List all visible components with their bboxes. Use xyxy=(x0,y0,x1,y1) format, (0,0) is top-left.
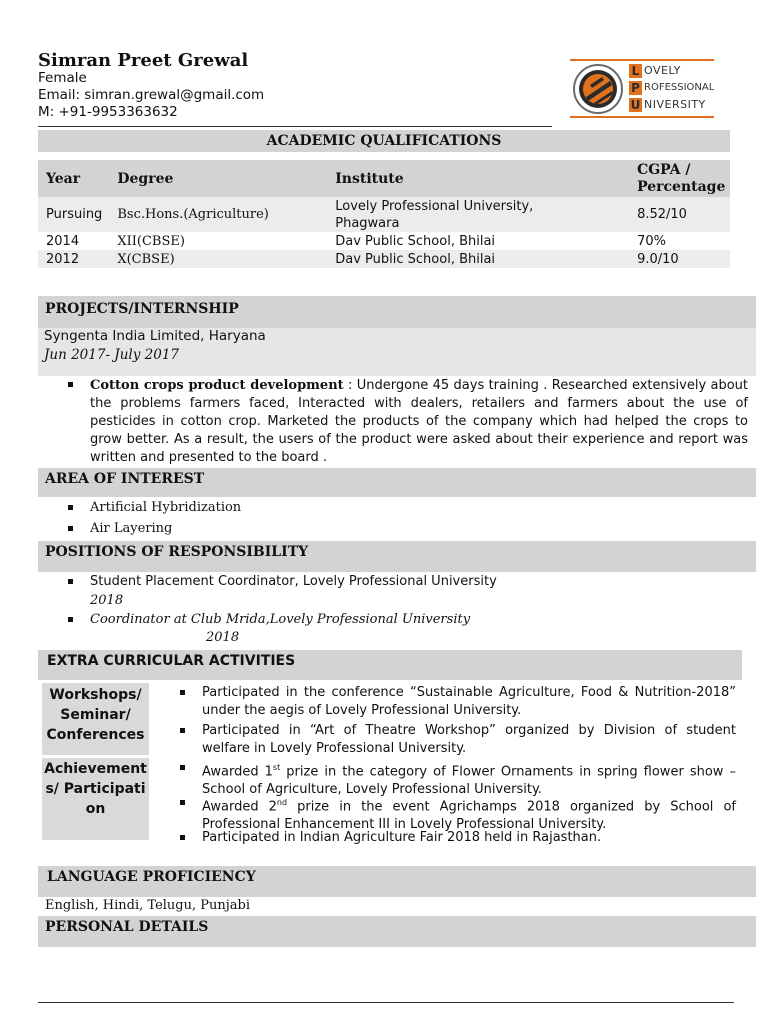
university-logo xyxy=(570,59,714,119)
bullet-icon xyxy=(68,382,73,387)
personal-section-header xyxy=(38,916,756,947)
logo-letter-l: L xyxy=(629,64,642,78)
achievement-text-pre: Participated in Indian Agriculture Fair 2018 held in Rajasthan. xyxy=(202,830,602,845)
phone: M: +91-9953363632 xyxy=(38,104,178,120)
table-cell: 70% xyxy=(637,233,666,249)
academic-section-header xyxy=(38,130,730,152)
achievement-text-pre: Awarded 2 xyxy=(202,799,277,815)
projects-dates: Jun 2017- July 2017 xyxy=(44,347,179,363)
table-cell: 8.52/10 xyxy=(637,207,687,222)
gender: Female xyxy=(38,70,87,86)
academic-col-year: Year xyxy=(46,170,81,187)
bullet-icon xyxy=(180,835,185,840)
positions-section-header xyxy=(38,541,756,572)
positions-title: POSITIONS OF RESPONSIBILITY xyxy=(45,544,309,560)
interest-title: AREA OF INTEREST xyxy=(45,471,205,487)
language-title: LANGUAGE PROFICIENCY xyxy=(47,869,256,885)
achievement-text-post: prize in the category of Flower Ornaments in spring flower show – School of Agriculture, Lovely Professional University. xyxy=(202,764,736,798)
extra-section-header xyxy=(38,650,742,680)
candidate-name: Simran Preet Grewal xyxy=(38,50,249,71)
project-description xyxy=(90,377,748,467)
achievements-label xyxy=(44,759,147,819)
academic-col-cgpa: CGPA / Percentage xyxy=(637,161,726,195)
bullet-icon xyxy=(180,690,185,695)
logo-word-3: NIVERSITY xyxy=(644,98,706,111)
bullet-icon xyxy=(68,579,73,584)
projects-section-header xyxy=(38,296,756,328)
table-cell: XII(CBSE) xyxy=(117,233,185,249)
achievement-sup: st xyxy=(272,763,281,772)
position-item: Student Placement Coordinator, Lovely Professional University xyxy=(90,574,497,589)
projects-company: Syngenta India Limited, Haryana xyxy=(44,328,266,344)
logo-bottom-rule xyxy=(570,116,714,118)
personal-title: PERSONAL DETAILS xyxy=(45,919,209,935)
header-rule xyxy=(38,126,552,127)
project-title: Cotton crops product development xyxy=(90,378,344,393)
logo-letter-u: U xyxy=(630,98,641,112)
table-cell: 2012 xyxy=(46,251,80,267)
logo-letter-p: P xyxy=(629,81,642,95)
interest-item: Artificial Hybridization xyxy=(90,500,242,515)
achievement-text-pre: Awarded 1 xyxy=(202,764,273,780)
interest-item: Air Layering xyxy=(90,521,173,536)
table-cell: Dav Public School, Bhilai xyxy=(335,233,496,249)
position-year: 2018 xyxy=(90,593,124,608)
workshop-item: Participated in “Art of Theatre Workshop” organized by Division of student welfare in Lovely Professional University. xyxy=(202,723,736,756)
table-row xyxy=(38,197,730,232)
workshops-label: Workshops/ Seminar/ Conferences xyxy=(46,687,145,743)
table-row xyxy=(38,232,730,250)
logo-seal-icon xyxy=(572,63,624,115)
extra-title: EXTRA CURRICULAR ACTIVITIES xyxy=(47,653,296,669)
language-list: English, Hindi, Telugu, Punjabi xyxy=(45,898,251,913)
projects-title: PROJECTS/INTERNSHIP xyxy=(45,301,239,317)
bullet-icon xyxy=(68,505,73,510)
bullet-icon xyxy=(68,526,73,531)
table-cell: 9.0/10 xyxy=(637,251,679,267)
academic-table xyxy=(38,160,730,268)
academic-col-institute: Institute xyxy=(335,170,404,187)
achievement-sup: nd xyxy=(276,798,288,807)
position-year: 2018 xyxy=(206,630,240,645)
email: Email: simran.grewal@gmail.com xyxy=(38,87,265,103)
logo-word-2: ROFESSIONAL xyxy=(644,82,715,93)
academic-table-header-row xyxy=(38,160,730,197)
project-text: : Undergone 45 days training . Researched extensively about the problems farmers faced, Interacted with dealers, retailers and farmers about the use of pesticides in cotton crop. Marketed the products of the company which had helped the crops to grow better. As a result, the users of the product were asked about their experience and report was written and presented to the board . xyxy=(90,378,749,465)
table-cell: Bsc.Hons.(Agriculture) xyxy=(117,207,269,222)
achievement-text-post: prize in the event Agrichamps 2018 organized by School of Professional Enhancement III in Lovely Professional University. xyxy=(202,799,736,833)
table-cell: Lovely Professional University, Phagwara xyxy=(335,198,534,231)
interest-section-header xyxy=(38,468,756,497)
academic-title: ACADEMIC QUALIFICATIONS xyxy=(266,133,502,149)
logo-top-rule xyxy=(570,59,714,61)
achievements-label-text: Achievements/ Participation xyxy=(44,761,147,817)
bullet-icon xyxy=(180,800,185,805)
bullet-icon xyxy=(68,617,73,622)
academic-col-degree: Degree xyxy=(117,170,174,187)
table-cell: 2014 xyxy=(46,233,80,249)
footer-rule xyxy=(38,1002,734,1003)
achievement-item xyxy=(202,829,736,847)
workshop-item: Participated in the conference “Sustainable Agriculture, Food & Nutrition-2018” under the aegis of Lovely Professional University. xyxy=(202,685,736,718)
position-item: Coordinator at Club Mrida,Lovely Professional University xyxy=(90,612,471,627)
table-cell: Pursuing xyxy=(46,207,103,222)
bullet-icon xyxy=(180,765,185,770)
bullet-icon xyxy=(180,728,185,733)
table-cell: X(CBSE) xyxy=(117,251,175,267)
table-row xyxy=(38,250,730,268)
language-section-header xyxy=(38,866,756,897)
table-cell: Dav Public School, Bhilai xyxy=(335,251,496,267)
logo-word-1: OVELY xyxy=(644,64,681,77)
